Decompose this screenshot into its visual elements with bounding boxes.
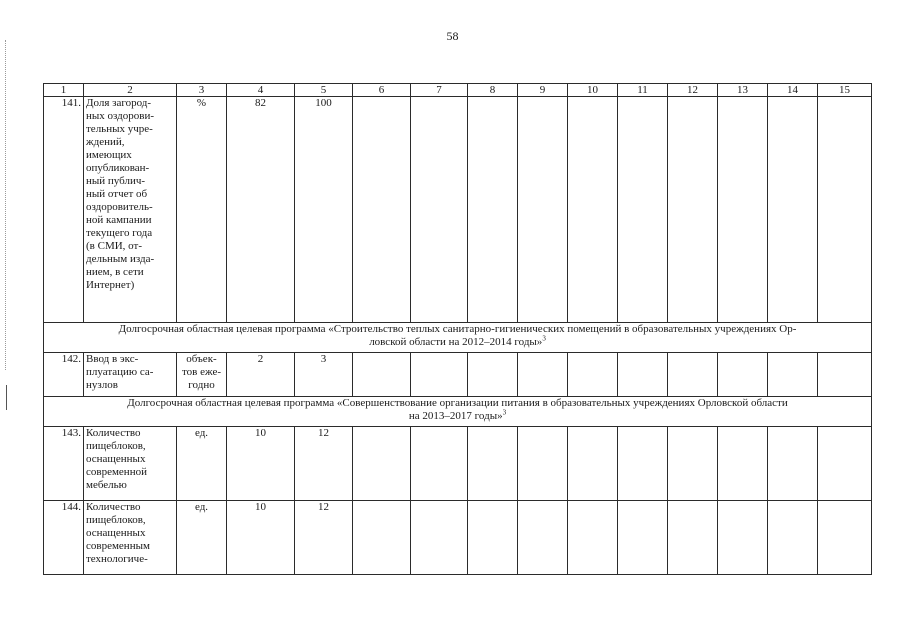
indicator-name-line: ный публич- xyxy=(86,175,146,187)
value-cell: 12 xyxy=(295,501,353,575)
empty-cell xyxy=(768,353,818,397)
column-header: 2 xyxy=(84,84,177,97)
empty-cell xyxy=(353,427,411,501)
indicator-name-line: ный отчет об xyxy=(86,188,148,200)
section-row xyxy=(44,397,872,427)
indicator-name-line: нузлов xyxy=(86,379,118,391)
indicator-name-line: оздоровитель- xyxy=(86,201,153,213)
column-header: 13 xyxy=(718,84,768,97)
column-header: 5 xyxy=(295,84,353,97)
indicator-name-line: современной xyxy=(86,466,147,478)
indicator-name-line: тельных учре- xyxy=(86,123,153,135)
empty-cell xyxy=(568,427,618,501)
value-cell: 10 xyxy=(227,427,295,501)
unit-cell: % xyxy=(177,97,227,323)
empty-cell xyxy=(818,501,872,575)
indicator-name-line: оснащенных xyxy=(86,453,146,465)
empty-cell xyxy=(768,427,818,501)
section-title xyxy=(44,397,872,427)
indicator-name-line: Количество xyxy=(86,427,141,439)
empty-cell xyxy=(718,97,768,323)
indicator-name-line: Количество xyxy=(86,501,141,513)
section-row xyxy=(44,323,872,353)
section-title-line-wrap xyxy=(46,410,869,423)
empty-cell xyxy=(568,97,618,323)
empty-cell xyxy=(618,353,668,397)
section-title-line: на 2013–2017 годы» xyxy=(408,410,503,422)
indicator-name-line: мебелью xyxy=(86,479,127,491)
footnote-mark: 3 xyxy=(542,334,546,343)
indicator-name-line: имеющих xyxy=(86,149,132,161)
column-header: 14 xyxy=(768,84,818,97)
section-title-line: Долгосрочная областная целевая программа «Совершенствование организации питания в образовательных учреждениях Орловской области xyxy=(127,397,788,409)
empty-cell xyxy=(518,97,568,323)
indicator-name-line: дельным изда- xyxy=(86,253,155,265)
scan-edge-mark xyxy=(6,385,7,410)
empty-cell xyxy=(668,97,718,323)
indicator-name xyxy=(84,427,177,501)
indicator-name-line: плуатацию са- xyxy=(86,366,154,378)
indicator-name xyxy=(84,501,177,575)
column-header: 10 xyxy=(568,84,618,97)
column-header: 4 xyxy=(227,84,295,97)
empty-cell xyxy=(518,501,568,575)
unit-cell: ед. xyxy=(177,427,227,501)
column-header: 12 xyxy=(668,84,718,97)
empty-cell xyxy=(718,427,768,501)
unit-cell: ед. xyxy=(177,501,227,575)
row-number: 144. xyxy=(44,501,84,575)
section-title-line-wrap xyxy=(46,336,869,349)
empty-cell xyxy=(668,353,718,397)
empty-cell xyxy=(353,353,411,397)
table-row xyxy=(44,353,872,397)
table-row xyxy=(44,97,872,323)
row-number: 143. xyxy=(44,427,84,501)
value-cell: 12 xyxy=(295,427,353,501)
value-cell: 82 xyxy=(227,97,295,323)
indicator-name-line: опубликован- xyxy=(86,162,150,174)
empty-cell xyxy=(468,353,518,397)
empty-cell xyxy=(618,501,668,575)
empty-cell xyxy=(618,97,668,323)
page-number: 58 xyxy=(446,29,459,43)
section-title-line: Долгосрочная областная целевая программа «Строительство теплых санитарно-гигиенических помещений в образовательных учреждениях Ор- xyxy=(118,323,797,335)
column-header: 6 xyxy=(353,84,411,97)
section-title xyxy=(44,323,872,353)
unit-line: объек- xyxy=(186,353,217,365)
empty-cell xyxy=(518,427,568,501)
empty-cell xyxy=(818,353,872,397)
unit-line: годно xyxy=(188,379,215,391)
row-number: 141. xyxy=(44,97,84,323)
column-header: 15 xyxy=(818,84,872,97)
empty-cell xyxy=(818,97,872,323)
empty-cell xyxy=(411,427,468,501)
indicator-name-line: ждений, xyxy=(86,136,125,148)
row-number: 142. xyxy=(44,353,84,397)
footnote-mark: 3 xyxy=(502,408,507,417)
column-header: 9 xyxy=(518,84,568,97)
empty-cell xyxy=(618,427,668,501)
column-header: 11 xyxy=(618,84,668,97)
value-cell: 10 xyxy=(227,501,295,575)
table-row xyxy=(44,501,872,575)
empty-cell xyxy=(718,353,768,397)
column-header: 8 xyxy=(468,84,518,97)
indicator-name-line: ной кампании xyxy=(86,214,152,226)
column-header: 7 xyxy=(411,84,468,97)
indicator-name xyxy=(84,97,177,323)
empty-cell xyxy=(668,427,718,501)
table-header-row xyxy=(44,84,872,97)
column-header: 1 xyxy=(44,84,84,97)
scan-edge-mark xyxy=(5,40,6,370)
indicator-name-line: текущего года xyxy=(86,227,153,239)
empty-cell xyxy=(718,501,768,575)
empty-cell xyxy=(353,501,411,575)
empty-cell xyxy=(768,501,818,575)
indicator-name-line: ных оздорови- xyxy=(86,110,155,122)
value-cell: 100 xyxy=(295,97,353,323)
indicator-name-line: современным xyxy=(86,540,150,552)
empty-cell xyxy=(668,501,718,575)
indicator-name-line: нием, в сети xyxy=(86,266,144,278)
indicator-name-line: пищеблоков, xyxy=(86,514,146,526)
unit-cell xyxy=(177,353,227,397)
empty-cell xyxy=(818,427,872,501)
empty-cell xyxy=(518,353,568,397)
empty-cell xyxy=(468,97,518,323)
empty-cell xyxy=(411,501,468,575)
indicator-name-line: (в СМИ, от- xyxy=(86,240,142,252)
indicator-name-line: технологиче- xyxy=(86,553,148,565)
empty-cell xyxy=(568,353,618,397)
indicator-table xyxy=(43,83,872,575)
table-row xyxy=(44,427,872,501)
unit-line: тов еже- xyxy=(182,366,221,378)
empty-cell xyxy=(353,97,411,323)
section-title-line: ловской области на 2012–2014 годы» xyxy=(369,336,543,348)
column-header: 3 xyxy=(177,84,227,97)
indicator-name-line: Ввод в экс- xyxy=(86,353,139,365)
indicator-name-line: оснащенных xyxy=(86,527,146,539)
empty-cell xyxy=(468,427,518,501)
indicator-name-line: Доля загород- xyxy=(86,97,152,109)
empty-cell xyxy=(411,97,468,323)
empty-cell xyxy=(568,501,618,575)
indicator-name xyxy=(84,353,177,397)
empty-cell xyxy=(411,353,468,397)
value-cell: 3 xyxy=(295,353,353,397)
empty-cell xyxy=(468,501,518,575)
empty-cell xyxy=(768,97,818,323)
value-cell: 2 xyxy=(227,353,295,397)
indicator-name-line: Интернет) xyxy=(86,279,135,291)
indicator-name-line: пищеблоков, xyxy=(86,440,146,452)
